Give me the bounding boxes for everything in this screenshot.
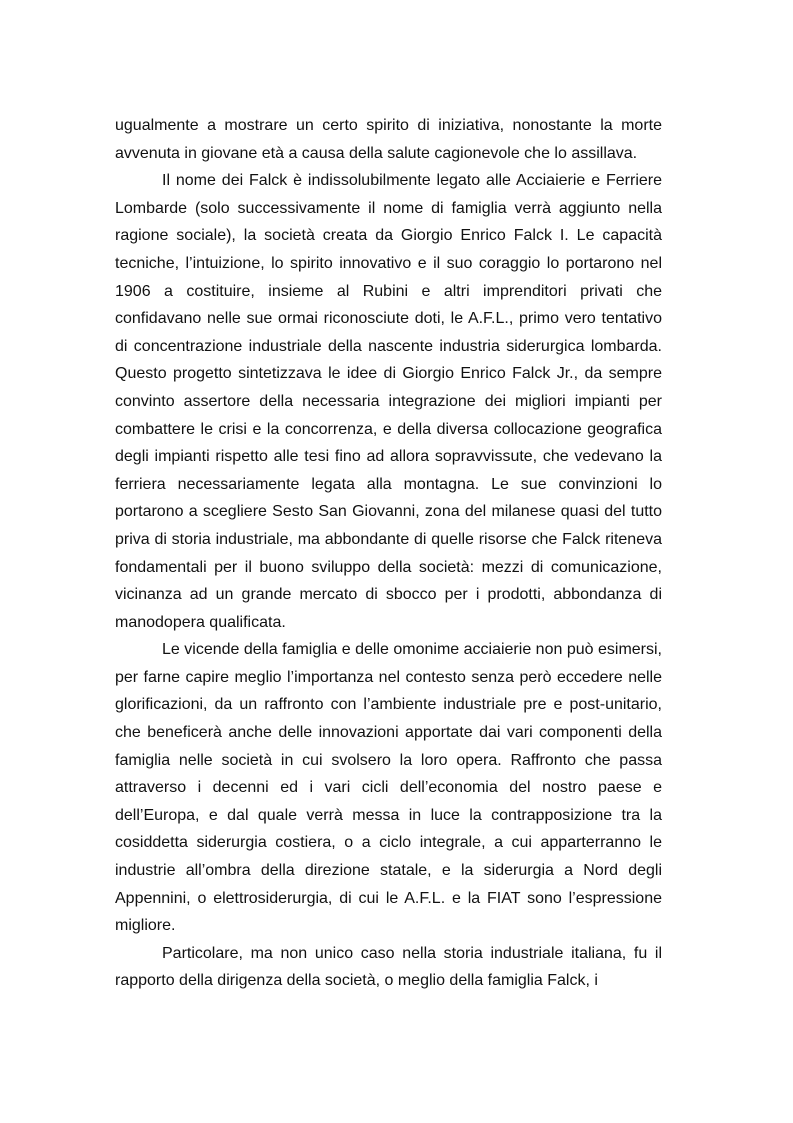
paragraph-1: ugualmente a mostrare un certo spirito di iniziativa, nonostante la morte avvenuta in giovane età a causa della salute cagionevole che lo assillava. [115,117,662,162]
paragraph-2: Il nome dei Falck è indissolubilmente legato alle Acciaierie e Ferriere Lombarde (solo successivamente il nome di famiglia verrà aggiunto nella ragione sociale), la società creata da Giorgio Enrico Falck I. Le capacità tecniche, l’intuizione, lo spirito innovativo e il suo coraggio lo portarono nel 1906 a costituire, insieme al Rubini e altri imprenditori privati che confidavano nelle sue ormai riconosciute doti, le A.F.L., primo vero tentativo di concentrazione industriale della nascente industria siderurgica lombarda. Questo progetto sintetizzava le idee di Giorgio Enrico Falck Jr., da sempre convinto assertore della necessaria integrazione dei migliori impianti per combattere le crisi e la concorrenza, e della diversa collocazione geografica degli impianti rispetto alle tesi fino ad allora sopravvissute, che vedevano la ferriera necessariamente legata alla montagna. Le sue convinzioni lo portarono a scegliere Sesto San Giovanni, zona del milanese quasi del tutto priva di storia industriale, ma abbondante di quelle risorse che Falck riteneva fondamentali per il buono sviluppo della società: mezzi di comunicazione, vicinanza ad un grande mercato di sbocco per i prodotti, abbondanza di manodopera qualificata. [115,172,662,631]
body-text [115,112,662,995]
paragraph-4: Particolare, ma non unico caso nella storia industriale italiana, fu il rapporto della dirigenza della società, o meglio della famiglia Falck, i [115,944,662,990]
paragraph-3: Le vicende della famiglia e delle omonime acciaierie non può esimersi, per farne capire meglio l’importanza nel contesto senza però eccedere nelle glorificazioni, da un raffronto con l’ambiente industriale pre e post-unitario, che beneficerà anche delle innovazioni apportate dai vari componenti della famiglia nelle società in cui svolsero la loro opera. Raffronto che passa attraverso i decenni ed i vari cicli dell’economia del nostro paese e dell’Europa, e dal quale verrà messa in luce la contrapposizione tra la cosiddetta siderurgia costiera, o a ciclo integrale, a cui apparterranno le industrie all’ombra della direzione statale, e la siderurgia a Nord degli Appennini, o elettrosiderurgia, di cui le A.F.L. e la FIAT sono l’espressione migliore. [115,641,662,935]
